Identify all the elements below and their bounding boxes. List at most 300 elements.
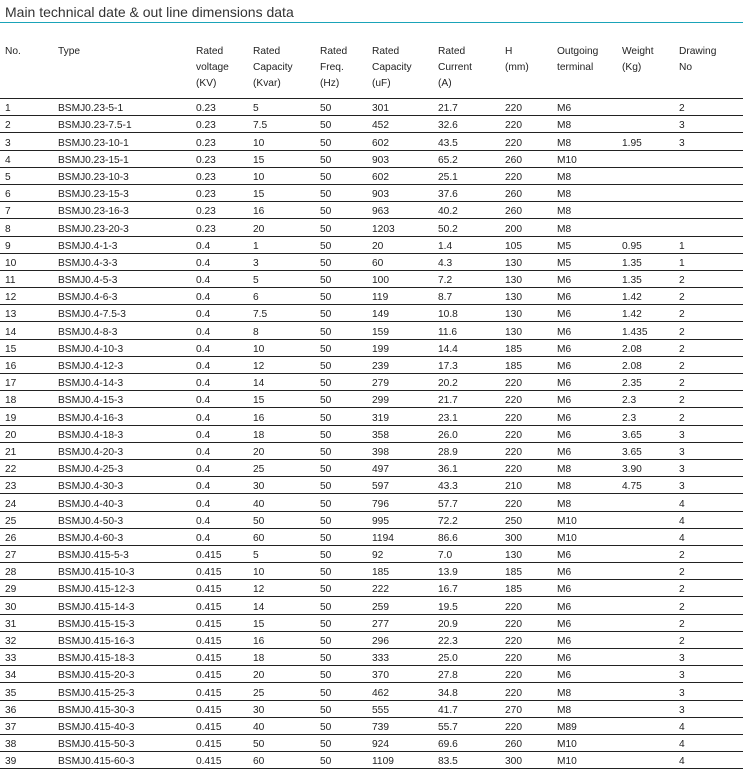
cell-weight <box>617 150 674 167</box>
cell-rated-capacity-uf: 185 <box>367 563 433 580</box>
cell-type: BSMJ0.4-30-3 <box>53 477 191 494</box>
cell-rated-freq: 50 <box>315 425 367 442</box>
cell-rated-capacity-kvar: 1 <box>248 236 315 253</box>
header-outgoing-terminal <box>552 44 617 99</box>
cell-drawing-no <box>674 150 743 167</box>
cell-rated-capacity-kvar: 15 <box>248 184 315 201</box>
table-row <box>0 322 743 339</box>
table-row <box>0 494 743 511</box>
cell-no: 38 <box>0 734 53 751</box>
cell-outgoing-terminal: M6 <box>552 356 617 373</box>
cell-outgoing-terminal: M6 <box>552 305 617 322</box>
header-no <box>0 44 53 99</box>
cell-outgoing-terminal: M6 <box>552 425 617 442</box>
cell-rated-freq: 50 <box>315 734 367 751</box>
table-row <box>0 545 743 562</box>
cell-outgoing-terminal: M6 <box>552 99 617 116</box>
cell-weight <box>617 734 674 751</box>
header-h-mm-line: (mm) <box>505 62 529 73</box>
cell-outgoing-terminal: M6 <box>552 442 617 459</box>
cell-no: 36 <box>0 700 53 717</box>
cell-type: BSMJ0.4-6-3 <box>53 288 191 305</box>
cell-drawing-no: 1 <box>674 253 743 270</box>
cell-rated-capacity-uf: 358 <box>367 425 433 442</box>
cell-rated-voltage: 0.4 <box>191 288 248 305</box>
cell-no: 5 <box>0 167 53 184</box>
cell-type: BSMJ0.23-10-3 <box>53 167 191 184</box>
cell-rated-current: 20.2 <box>433 374 500 391</box>
cell-rated-voltage: 0.4 <box>191 322 248 339</box>
cell-weight: 1.42 <box>617 288 674 305</box>
cell-outgoing-terminal: M6 <box>552 408 617 425</box>
cell-h-mm: 220 <box>500 374 552 391</box>
cell-weight <box>617 649 674 666</box>
cell-weight: 2.35 <box>617 374 674 391</box>
cell-weight <box>617 700 674 717</box>
cell-h-mm: 270 <box>500 700 552 717</box>
header-rated-voltage-line: voltage <box>196 62 229 73</box>
cell-h-mm: 210 <box>500 477 552 494</box>
cell-weight <box>617 666 674 683</box>
cell-h-mm: 220 <box>500 408 552 425</box>
header-no-line: No. <box>5 46 21 57</box>
table-row <box>0 563 743 580</box>
cell-type: BSMJ0.4-14-3 <box>53 374 191 391</box>
cell-type: BSMJ0.4-5-3 <box>53 270 191 287</box>
cell-rated-voltage: 0.4 <box>191 511 248 528</box>
cell-h-mm: 220 <box>500 116 552 133</box>
cell-h-mm: 220 <box>500 666 552 683</box>
table-row <box>0 270 743 287</box>
cell-rated-voltage: 0.4 <box>191 339 248 356</box>
cell-rated-capacity-kvar: 50 <box>248 734 315 751</box>
cell-drawing-no: 2 <box>674 305 743 322</box>
cell-type: BSMJ0.415-40-3 <box>53 717 191 734</box>
cell-rated-capacity-uf: 739 <box>367 717 433 734</box>
table-row <box>0 425 743 442</box>
cell-drawing-no: 2 <box>674 408 743 425</box>
technical-data-table <box>0 44 743 769</box>
cell-rated-freq: 50 <box>315 202 367 219</box>
table-row <box>0 442 743 459</box>
cell-rated-current: 16.7 <box>433 580 500 597</box>
cell-outgoing-terminal: M6 <box>552 563 617 580</box>
cell-weight <box>617 545 674 562</box>
cell-rated-freq: 50 <box>315 614 367 631</box>
table-row <box>0 717 743 734</box>
cell-weight <box>617 528 674 545</box>
cell-weight: 3.90 <box>617 459 674 476</box>
cell-rated-capacity-kvar: 10 <box>248 133 315 150</box>
header-outgoing-terminal-line: terminal <box>557 62 594 73</box>
cell-rated-capacity-kvar: 8 <box>248 322 315 339</box>
header-rated-current-line: (A) <box>438 78 452 89</box>
cell-rated-voltage: 0.415 <box>191 614 248 631</box>
cell-rated-capacity-uf: 333 <box>367 649 433 666</box>
cell-rated-capacity-uf: 924 <box>367 734 433 751</box>
cell-h-mm: 185 <box>500 339 552 356</box>
cell-no: 22 <box>0 459 53 476</box>
cell-rated-capacity-kvar: 60 <box>248 528 315 545</box>
cell-h-mm: 220 <box>500 442 552 459</box>
header-rated-voltage-line: Rated <box>196 46 224 57</box>
cell-drawing-no: 3 <box>674 477 743 494</box>
cell-rated-capacity-uf: 370 <box>367 666 433 683</box>
cell-h-mm: 220 <box>500 683 552 700</box>
cell-rated-capacity-uf: 1203 <box>367 219 433 236</box>
cell-no: 27 <box>0 545 53 562</box>
cell-rated-capacity-uf: 452 <box>367 116 433 133</box>
cell-drawing-no: 4 <box>674 717 743 734</box>
cell-no: 11 <box>0 270 53 287</box>
cell-rated-capacity-uf: 555 <box>367 700 433 717</box>
cell-h-mm: 130 <box>500 253 552 270</box>
cell-rated-current: 14.4 <box>433 339 500 356</box>
cell-rated-capacity-uf: 1194 <box>367 528 433 545</box>
cell-rated-voltage: 0.4 <box>191 374 248 391</box>
cell-h-mm: 220 <box>500 597 552 614</box>
table-row <box>0 477 743 494</box>
cell-rated-voltage: 0.415 <box>191 563 248 580</box>
cell-no: 10 <box>0 253 53 270</box>
cell-type: BSMJ0.23-10-1 <box>53 133 191 150</box>
cell-h-mm: 220 <box>500 494 552 511</box>
table-row <box>0 752 743 769</box>
cell-rated-capacity-uf: 963 <box>367 202 433 219</box>
cell-no: 9 <box>0 236 53 253</box>
cell-type: BSMJ0.4-20-3 <box>53 442 191 459</box>
cell-rated-capacity-kvar: 5 <box>248 99 315 116</box>
cell-rated-current: 17.3 <box>433 356 500 373</box>
cell-weight: 2.08 <box>617 356 674 373</box>
header-outgoing-terminal-line: Outgoing <box>557 46 599 57</box>
cell-rated-freq: 50 <box>315 356 367 373</box>
cell-rated-capacity-kvar: 20 <box>248 442 315 459</box>
cell-rated-capacity-uf: 277 <box>367 614 433 631</box>
table-row <box>0 734 743 751</box>
cell-no: 26 <box>0 528 53 545</box>
cell-rated-freq: 50 <box>315 374 367 391</box>
cell-type: BSMJ0.415-50-3 <box>53 734 191 751</box>
header-rated-capacity-uf <box>367 44 433 99</box>
cell-rated-capacity-kvar: 16 <box>248 408 315 425</box>
table-row <box>0 133 743 150</box>
cell-weight <box>617 683 674 700</box>
cell-drawing-no: 3 <box>674 459 743 476</box>
cell-type: BSMJ0.415-15-3 <box>53 614 191 631</box>
cell-rated-current: 43.5 <box>433 133 500 150</box>
cell-h-mm: 130 <box>500 322 552 339</box>
cell-rated-freq: 50 <box>315 270 367 287</box>
cell-outgoing-terminal: M5 <box>552 236 617 253</box>
cell-type: BSMJ0.4-15-3 <box>53 391 191 408</box>
cell-rated-freq: 50 <box>315 752 367 769</box>
header-weight <box>617 44 674 99</box>
cell-rated-voltage: 0.415 <box>191 597 248 614</box>
header-type-line: Type <box>58 46 81 57</box>
cell-rated-capacity-kvar: 5 <box>248 545 315 562</box>
cell-rated-voltage: 0.23 <box>191 133 248 150</box>
cell-rated-voltage: 0.4 <box>191 270 248 287</box>
cell-rated-capacity-kvar: 16 <box>248 202 315 219</box>
table-row <box>0 700 743 717</box>
cell-weight: 3.65 <box>617 442 674 459</box>
cell-drawing-no: 3 <box>674 666 743 683</box>
cell-outgoing-terminal: M8 <box>552 116 617 133</box>
cell-h-mm: 260 <box>500 202 552 219</box>
cell-type: BSMJ0.415-12-3 <box>53 580 191 597</box>
header-rated-freq-line: (Hz) <box>320 78 340 89</box>
cell-rated-capacity-kvar: 60 <box>248 752 315 769</box>
cell-weight <box>617 717 674 734</box>
table-row <box>0 459 743 476</box>
cell-rated-current: 4.3 <box>433 253 500 270</box>
cell-rated-capacity-uf: 159 <box>367 322 433 339</box>
cell-rated-capacity-kvar: 3 <box>248 253 315 270</box>
cell-no: 16 <box>0 356 53 373</box>
cell-rated-freq: 50 <box>315 408 367 425</box>
cell-outgoing-terminal: M8 <box>552 167 617 184</box>
cell-rated-voltage: 0.4 <box>191 236 248 253</box>
cell-rated-freq: 50 <box>315 683 367 700</box>
cell-type: BSMJ0.4-10-3 <box>53 339 191 356</box>
cell-weight <box>617 752 674 769</box>
header-rated-capacity-kvar <box>248 44 315 99</box>
cell-rated-capacity-uf: 319 <box>367 408 433 425</box>
cell-rated-capacity-kvar: 7.5 <box>248 116 315 133</box>
cell-type: BSMJ0.4-25-3 <box>53 459 191 476</box>
cell-rated-freq: 50 <box>315 580 367 597</box>
cell-weight <box>617 511 674 528</box>
cell-rated-voltage: 0.23 <box>191 150 248 167</box>
cell-rated-freq: 50 <box>315 288 367 305</box>
cell-outgoing-terminal: M10 <box>552 734 617 751</box>
cell-type: BSMJ0.23-20-3 <box>53 219 191 236</box>
cell-rated-capacity-uf: 462 <box>367 683 433 700</box>
cell-outgoing-terminal: M10 <box>552 511 617 528</box>
cell-rated-capacity-kvar: 12 <box>248 580 315 597</box>
cell-rated-capacity-kvar: 30 <box>248 477 315 494</box>
cell-no: 21 <box>0 442 53 459</box>
cell-h-mm: 220 <box>500 649 552 666</box>
cell-type: BSMJ0.23-7.5-1 <box>53 116 191 133</box>
table-row <box>0 597 743 614</box>
cell-outgoing-terminal: M6 <box>552 649 617 666</box>
cell-rated-capacity-kvar: 40 <box>248 494 315 511</box>
cell-weight <box>617 167 674 184</box>
cell-rated-voltage: 0.4 <box>191 494 248 511</box>
cell-outgoing-terminal: M6 <box>552 545 617 562</box>
cell-drawing-no: 2 <box>674 563 743 580</box>
cell-rated-capacity-uf: 100 <box>367 270 433 287</box>
cell-rated-voltage: 0.4 <box>191 391 248 408</box>
cell-weight <box>617 563 674 580</box>
cell-drawing-no: 2 <box>674 339 743 356</box>
cell-h-mm: 220 <box>500 459 552 476</box>
cell-type: BSMJ0.23-5-1 <box>53 99 191 116</box>
cell-drawing-no: 2 <box>674 374 743 391</box>
cell-weight: 1.435 <box>617 322 674 339</box>
cell-rated-freq: 50 <box>315 597 367 614</box>
cell-drawing-no: 3 <box>674 425 743 442</box>
cell-weight: 4.75 <box>617 477 674 494</box>
cell-type: BSMJ0.415-18-3 <box>53 649 191 666</box>
cell-drawing-no: 2 <box>674 391 743 408</box>
cell-no: 17 <box>0 374 53 391</box>
cell-rated-capacity-uf: 602 <box>367 167 433 184</box>
cell-no: 8 <box>0 219 53 236</box>
cell-weight <box>617 116 674 133</box>
cell-rated-capacity-uf: 602 <box>367 133 433 150</box>
cell-rated-capacity-uf: 119 <box>367 288 433 305</box>
cell-rated-voltage: 0.4 <box>191 305 248 322</box>
table-row <box>0 614 743 631</box>
cell-drawing-no: 2 <box>674 597 743 614</box>
cell-type: BSMJ0.415-14-3 <box>53 597 191 614</box>
cell-h-mm: 220 <box>500 717 552 734</box>
cell-no: 32 <box>0 631 53 648</box>
cell-rated-current: 32.6 <box>433 116 500 133</box>
cell-rated-voltage: 0.4 <box>191 477 248 494</box>
header-drawing-no-line: No <box>679 62 693 73</box>
cell-rated-freq: 50 <box>315 391 367 408</box>
table-row <box>0 649 743 666</box>
cell-h-mm: 220 <box>500 99 552 116</box>
cell-rated-current: 72.2 <box>433 511 500 528</box>
cell-no: 24 <box>0 494 53 511</box>
cell-outgoing-terminal: M6 <box>552 391 617 408</box>
cell-drawing-no: 4 <box>674 494 743 511</box>
cell-drawing-no: 3 <box>674 116 743 133</box>
cell-no: 29 <box>0 580 53 597</box>
cell-rated-voltage: 0.23 <box>191 202 248 219</box>
cell-outgoing-terminal: M6 <box>552 614 617 631</box>
table-row <box>0 150 743 167</box>
cell-h-mm: 220 <box>500 425 552 442</box>
cell-rated-capacity-uf: 497 <box>367 459 433 476</box>
cell-rated-capacity-uf: 903 <box>367 184 433 201</box>
cell-no: 7 <box>0 202 53 219</box>
cell-h-mm: 220 <box>500 391 552 408</box>
table-row <box>0 374 743 391</box>
cell-h-mm: 130 <box>500 545 552 562</box>
cell-rated-capacity-kvar: 40 <box>248 717 315 734</box>
cell-weight <box>617 184 674 201</box>
cell-no: 33 <box>0 649 53 666</box>
cell-rated-current: 69.6 <box>433 734 500 751</box>
cell-rated-capacity-kvar: 25 <box>248 683 315 700</box>
header-rated-capacity-uf-line: Capacity <box>372 62 412 73</box>
cell-rated-capacity-kvar: 14 <box>248 597 315 614</box>
cell-rated-capacity-kvar: 25 <box>248 459 315 476</box>
cell-no: 28 <box>0 563 53 580</box>
cell-no: 1 <box>0 99 53 116</box>
cell-weight <box>617 580 674 597</box>
cell-rated-capacity-uf: 20 <box>367 236 433 253</box>
cell-type: BSMJ0.415-5-3 <box>53 545 191 562</box>
cell-rated-capacity-uf: 259 <box>367 597 433 614</box>
cell-h-mm: 300 <box>500 528 552 545</box>
cell-type: BSMJ0.415-30-3 <box>53 700 191 717</box>
cell-rated-capacity-kvar: 20 <box>248 219 315 236</box>
cell-drawing-no: 3 <box>674 442 743 459</box>
cell-rated-capacity-kvar: 50 <box>248 511 315 528</box>
cell-rated-freq: 50 <box>315 184 367 201</box>
cell-drawing-no: 1 <box>674 236 743 253</box>
cell-rated-capacity-kvar: 12 <box>248 356 315 373</box>
cell-outgoing-terminal: M8 <box>552 700 617 717</box>
cell-drawing-no <box>674 219 743 236</box>
cell-outgoing-terminal: M89 <box>552 717 617 734</box>
cell-rated-voltage: 0.4 <box>191 442 248 459</box>
cell-rated-capacity-uf: 301 <box>367 99 433 116</box>
cell-h-mm: 220 <box>500 133 552 150</box>
table-row <box>0 288 743 305</box>
cell-drawing-no: 3 <box>674 700 743 717</box>
cell-drawing-no: 4 <box>674 528 743 545</box>
cell-weight <box>617 631 674 648</box>
cell-rated-capacity-kvar: 5 <box>248 270 315 287</box>
cell-type: BSMJ0.4-1-3 <box>53 236 191 253</box>
cell-outgoing-terminal: M8 <box>552 133 617 150</box>
cell-rated-current: 23.1 <box>433 408 500 425</box>
cell-rated-capacity-kvar: 18 <box>248 425 315 442</box>
cell-h-mm: 300 <box>500 752 552 769</box>
table-row <box>0 184 743 201</box>
cell-h-mm: 200 <box>500 219 552 236</box>
cell-outgoing-terminal: M10 <box>552 150 617 167</box>
table-row <box>0 116 743 133</box>
cell-rated-current: 83.5 <box>433 752 500 769</box>
cell-rated-freq: 50 <box>315 631 367 648</box>
cell-rated-voltage: 0.4 <box>191 408 248 425</box>
cell-rated-current: 26.0 <box>433 425 500 442</box>
cell-no: 35 <box>0 683 53 700</box>
cell-weight: 0.95 <box>617 236 674 253</box>
cell-h-mm: 260 <box>500 734 552 751</box>
cell-rated-voltage: 0.415 <box>191 734 248 751</box>
cell-type: BSMJ0.4-16-3 <box>53 408 191 425</box>
cell-rated-capacity-uf: 1109 <box>367 752 433 769</box>
cell-h-mm: 185 <box>500 580 552 597</box>
cell-no: 3 <box>0 133 53 150</box>
cell-outgoing-terminal: M8 <box>552 459 617 476</box>
cell-rated-voltage: 0.23 <box>191 167 248 184</box>
cell-weight: 1.42 <box>617 305 674 322</box>
cell-rated-current: 57.7 <box>433 494 500 511</box>
title-divider <box>0 22 743 23</box>
cell-outgoing-terminal: M8 <box>552 219 617 236</box>
cell-outgoing-terminal: M6 <box>552 288 617 305</box>
cell-drawing-no: 3 <box>674 683 743 700</box>
cell-weight: 2.3 <box>617 391 674 408</box>
table-row <box>0 391 743 408</box>
table-row <box>0 356 743 373</box>
cell-no: 4 <box>0 150 53 167</box>
cell-h-mm: 220 <box>500 614 552 631</box>
cell-rated-capacity-uf: 299 <box>367 391 433 408</box>
cell-no: 30 <box>0 597 53 614</box>
cell-rated-capacity-uf: 903 <box>367 150 433 167</box>
cell-rated-current: 37.6 <box>433 184 500 201</box>
header-rated-voltage-line: (KV) <box>196 78 217 89</box>
cell-no: 31 <box>0 614 53 631</box>
cell-rated-capacity-kvar: 7.5 <box>248 305 315 322</box>
cell-rated-capacity-uf: 60 <box>367 253 433 270</box>
cell-weight: 1.35 <box>617 270 674 287</box>
cell-h-mm: 185 <box>500 356 552 373</box>
cell-rated-freq: 50 <box>315 700 367 717</box>
